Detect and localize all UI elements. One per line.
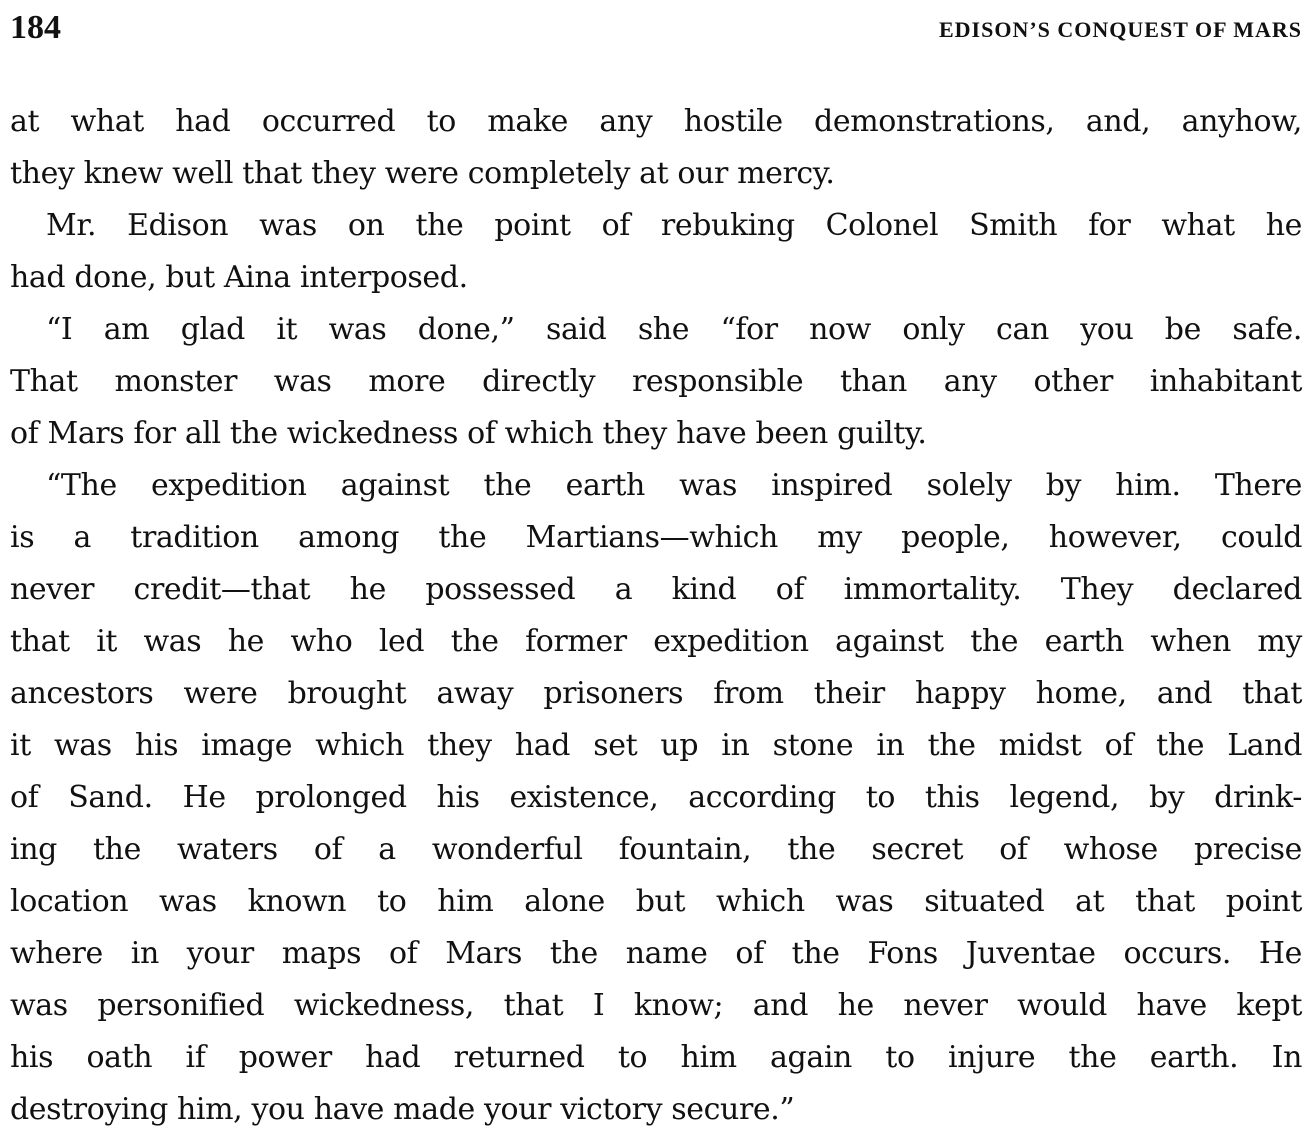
text-line: “The expedition against the earth was inspired solely by him. There [46, 468, 1302, 503]
text-line: ancestors were brought away prisoners from their happy home, and that [10, 676, 1302, 711]
text-line: of Mars for all the wickedness of which they have been guilty. [10, 416, 927, 451]
text-line: is a tradition among the Martians—which my people, however, could [10, 520, 1302, 555]
text-line: That monster was more directly responsible than any other inhabitant [10, 364, 1302, 399]
text-line: never credit—that he possessed a kind of immortality. They declared [10, 572, 1302, 607]
text-line: “I am glad it was done,” said she “for now only can you be safe. [46, 312, 1302, 347]
text-line: Mr. Edison was on the point of rebuking Colonel Smith for what he [46, 208, 1302, 243]
text-line: of Sand. He prolonged his existence, according to this legend, by drink- [10, 780, 1302, 815]
text-line: his oath if power had returned to him again to injure the earth. In [10, 1040, 1302, 1075]
text-line: destroying him, you have made your victory secure.” [10, 1092, 795, 1127]
text-line: had done, but Aina interposed. [10, 260, 468, 295]
text-line: it was his image which they had set up in stone in the midst of the Land [10, 728, 1302, 763]
text-line: where in your maps of Mars the name of the Fons Juventae occurs. He [10, 936, 1302, 971]
page-number: 184 [10, 9, 61, 46]
text-line: they knew well that they were completely at our mercy. [10, 156, 835, 191]
text-line: that it was he who led the former expedition against the earth when my [10, 624, 1302, 659]
text-line: at what had occurred to make any hostile demonstrations, and, anyhow, [10, 104, 1302, 139]
text-line: ing the waters of a wonderful fountain, the secret of whose precise [10, 832, 1302, 867]
text-line: location was known to him alone but which was situated at that point [10, 884, 1302, 919]
page-header [10, 8, 1302, 48]
running-head: EDISON’S CONQUEST OF MARS [938, 17, 1302, 42]
text-line: was personified wickedness, that I know; and he never would have kept [10, 988, 1302, 1023]
body-text [10, 96, 1302, 1136]
